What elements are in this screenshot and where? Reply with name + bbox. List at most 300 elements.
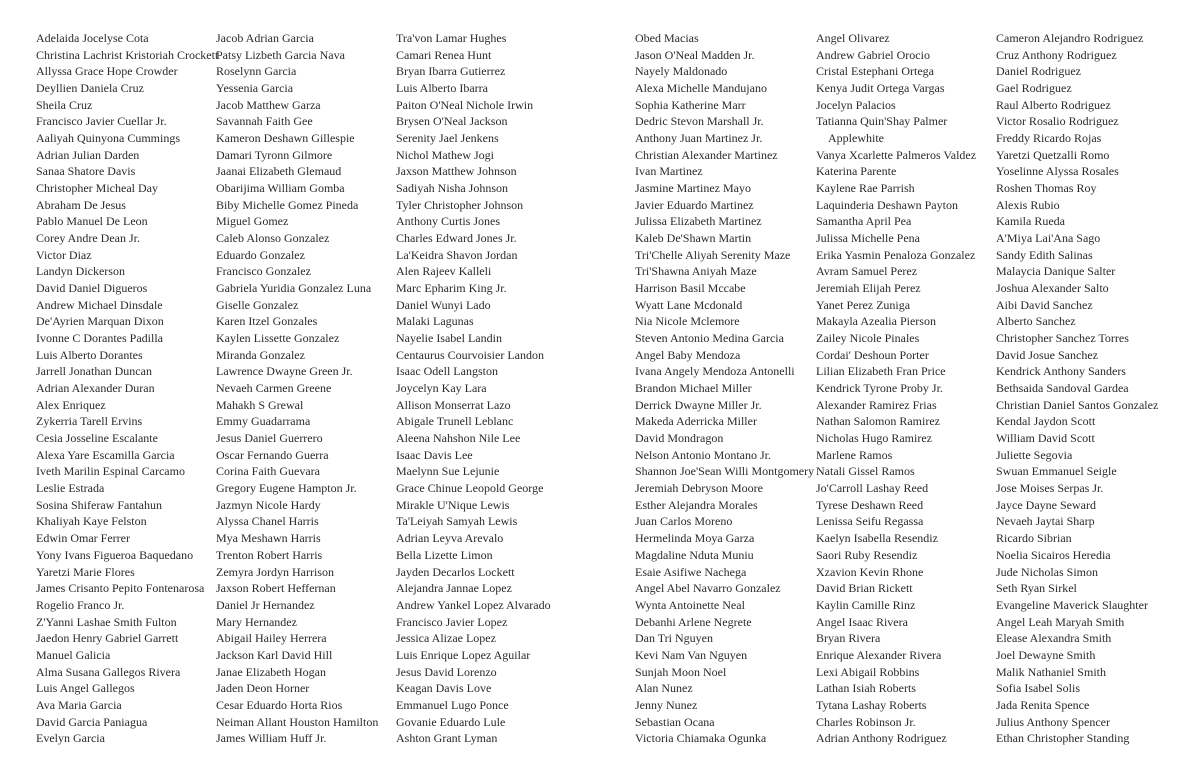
name-text: Aleena Nahshon Nile Lee [396, 431, 521, 446]
name-text: James Crisanto Pepito Fontenarosa [36, 581, 205, 596]
name-entry [216, 213, 378, 230]
name-entry [396, 163, 551, 180]
name-entry [816, 313, 976, 330]
name-text: Vanya Xcarlette Palmeros Valdez [816, 147, 977, 162]
name-entry [396, 213, 551, 230]
name-entry [816, 163, 976, 180]
name-entry [36, 380, 218, 397]
name-text: Daniel Rodriguez [996, 64, 1081, 79]
name-text: Caleb Alonso Gonzalez [216, 231, 330, 246]
name-entry [216, 380, 378, 397]
name-entry [816, 180, 976, 197]
name-entry [396, 714, 551, 731]
name-entry [996, 497, 1158, 514]
name-entry [816, 430, 976, 447]
name-text: Zykerria Tarell Ervins [36, 414, 143, 429]
name-text: Gabriela Yuridia Gonzalez Luna [216, 281, 372, 296]
name-entry [996, 447, 1158, 464]
name-text: Kendrick Anthony Sanders [996, 364, 1126, 379]
name-text: Ethan Christopher Standing [996, 731, 1130, 746]
name-entry [635, 680, 814, 697]
name-entry [635, 63, 814, 80]
name-entry [36, 363, 218, 380]
name-entry [396, 330, 551, 347]
name-entry [216, 30, 378, 47]
name-entry [36, 280, 218, 297]
name-text: Abigail Hailey Herrera [216, 631, 327, 646]
name-text: De'Ayrien Marquan Dixon [36, 314, 164, 329]
name-entry [996, 347, 1158, 364]
name-entry [36, 513, 218, 530]
name-text: Z'Yanni Lashae Smith Fulton [36, 614, 177, 629]
name-text: Tatianna Quin'Shay Palmer [816, 114, 948, 129]
name-text: Alexa Yare Escamilla Garcia [36, 447, 175, 462]
name-text: Iveth Marilin Espinal Carcamo [36, 464, 185, 479]
name-entry [635, 697, 814, 714]
name-entry [36, 213, 218, 230]
name-entry [996, 580, 1158, 597]
name-entry [216, 113, 378, 130]
name-text: Ta'Leiyah Samyah Lewis [396, 514, 518, 529]
name-text: Zemyra Jordyn Harrison [216, 564, 334, 579]
name-entry [396, 63, 551, 80]
name-entry [996, 230, 1158, 247]
name-entry [396, 180, 551, 197]
name-text: Anthony Curtis Jones [396, 214, 501, 229]
name-entry [635, 247, 814, 264]
name-text: David Brian Rickett [816, 581, 913, 596]
name-text: Pablo Manuel De Leon [36, 214, 148, 229]
name-text: Sanaa Shatore Davis [36, 164, 136, 179]
name-entry [816, 297, 976, 314]
name-entry [996, 330, 1158, 347]
name-entry [816, 363, 976, 380]
name-entry [635, 413, 814, 430]
name-text: Abraham De Jesus [36, 197, 126, 212]
name-entry [396, 380, 551, 397]
name-entry [816, 513, 976, 530]
name-entry [36, 263, 218, 280]
name-entry [996, 730, 1158, 747]
name-text: Allison Monserrat Lazo [396, 397, 511, 412]
name-text: Leslie Estrada [36, 481, 105, 496]
name-text: Adrian Anthony Rodriguez [816, 731, 947, 746]
name-text: Andrew Yankel Lopez Alvarado [396, 597, 551, 612]
name-text: Samantha April Pea [816, 214, 912, 229]
name-text: Mirakle U'Nique Lewis [396, 497, 510, 512]
name-entry [216, 80, 378, 97]
name-entry [816, 247, 976, 264]
name-entry [816, 680, 976, 697]
name-text: Emmy Guadarrama [216, 414, 311, 429]
name-text: Erika Yasmin Penaloza Gonzalez [816, 247, 976, 262]
name-text: Miranda Gonzalez [216, 347, 305, 362]
name-text: Ricardo Sibrian [996, 531, 1072, 546]
name-entry [816, 130, 976, 147]
name-text: Jaanai Elizabeth Glemaud [216, 164, 342, 179]
name-text: Nevaeh Jaytai Sharp [996, 514, 1095, 529]
name-text: Alejandra Jannae Lopez [396, 581, 512, 596]
name-entry [216, 647, 378, 664]
name-entry [816, 597, 976, 614]
name-text: Jacob Matthew Garza [216, 97, 321, 112]
name-entry [996, 630, 1158, 647]
name-text: Seth Ryan Sirkel [996, 581, 1077, 596]
name-text: Eduardo Gonzalez [216, 247, 305, 262]
name-text: Savannah Faith Gee [216, 114, 313, 129]
name-text: Mya Meshawn Harris [216, 531, 321, 546]
name-text: Laquinderia Deshawn Payton [816, 197, 958, 212]
name-entry [216, 363, 378, 380]
name-text: Lilian Elizabeth Fran Price [816, 364, 946, 379]
name-text: Jaden Deon Horner [216, 681, 310, 696]
name-entry [36, 680, 218, 697]
name-text: Yaretzi Quetzalli Romo [996, 147, 1110, 162]
name-text: Lawrence Dwayne Green Jr. [216, 364, 353, 379]
name-entry [216, 697, 378, 714]
name-text: La'Keidra Shavon Jordan [396, 247, 518, 262]
name-text: Roshen Thomas Roy [996, 181, 1097, 196]
name-text: Allyssa Grace Hope Crowder [36, 64, 178, 79]
name-text: Nayely Maldonado [635, 64, 728, 79]
name-text: Victor Diaz [36, 247, 92, 262]
name-text: Alyssa Chanel Harris [216, 514, 319, 529]
name-text: Jo'Carroll Lashay Reed [816, 481, 929, 496]
name-entry [816, 380, 976, 397]
name-entry [216, 564, 378, 581]
name-entry [816, 580, 976, 597]
name-text: Centaurus Courvoisier Landon [396, 347, 544, 362]
name-text: Shannon Joe'Sean Willi Montgomery [635, 464, 815, 479]
name-text: Karen Itzel Gonzales [216, 314, 318, 329]
name-text: Freddy Ricardo Rojas [996, 131, 1102, 146]
name-entry [635, 180, 814, 197]
name-text: Maelynn Sue Lejunie [396, 464, 500, 479]
name-text: Sunjah Moon Noel [635, 664, 727, 679]
name-entry [396, 647, 551, 664]
name-text: Tyler Christopher Johnson [396, 197, 524, 212]
name-entry [216, 263, 378, 280]
name-entry [396, 247, 551, 264]
name-text: Angel Abel Navarro Gonzalez [635, 581, 781, 596]
name-entry [36, 647, 218, 664]
name-text: Jada Renita Spence [996, 697, 1090, 712]
name-entry [216, 530, 378, 547]
name-column-4 [635, 30, 814, 747]
name-text: Xzavion Kevin Rhone [816, 564, 924, 579]
name-entry [816, 564, 976, 581]
name-entry [996, 247, 1158, 264]
name-text: Jocelyn Palacios [816, 97, 896, 112]
name-entry [635, 213, 814, 230]
name-entry [396, 397, 551, 414]
name-entry [396, 530, 551, 547]
name-entry [996, 197, 1158, 214]
name-text: Avram Samuel Perez [816, 264, 918, 279]
name-entry [635, 530, 814, 547]
name-text: Angel Baby Mendoza [635, 347, 741, 362]
name-text: Miguel Gomez [216, 214, 289, 229]
name-entry [635, 330, 814, 347]
name-text: Marlene Ramos [816, 447, 893, 462]
name-text: Jesus Daniel Guerrero [216, 431, 323, 446]
name-entry [36, 130, 218, 147]
name-entry [996, 680, 1158, 697]
name-entry [36, 447, 218, 464]
name-entry [635, 463, 814, 480]
name-text: Luis Angel Gallegos [36, 681, 135, 696]
name-text: Francisco Javier Cuellar Jr. [36, 114, 167, 129]
name-entry [216, 247, 378, 264]
name-text: Serenity Jael Jenkens [396, 131, 499, 146]
name-text: Yoselinne Alyssa Rosales [996, 164, 1119, 179]
name-entry [36, 47, 218, 64]
name-text: Jose Moises Serpas Jr. [996, 481, 1104, 496]
name-entry [996, 530, 1158, 547]
name-text: David Daniel Digueros [36, 281, 148, 296]
name-entry [396, 463, 551, 480]
name-entry [216, 447, 378, 464]
name-text: Kenya Judit Ortega Vargas [816, 81, 945, 96]
name-text: Sofia Isabel Solis [996, 681, 1080, 696]
name-text: Christian Alexander Martinez [635, 147, 778, 162]
name-entry [996, 280, 1158, 297]
name-entry [996, 463, 1158, 480]
name-text: Joycelyn Kay Lara [396, 381, 487, 396]
name-entry [816, 213, 976, 230]
name-entry [996, 380, 1158, 397]
name-entry [216, 313, 378, 330]
name-text: Wyatt Lane Mcdonald [635, 297, 743, 312]
name-text: Dedric Stevon Marshall Jr. [635, 114, 764, 129]
name-entry [36, 580, 218, 597]
name-text: Govanie Eduardo Lule [396, 714, 506, 729]
name-entry [216, 130, 378, 147]
name-text: Esaie Asifiwe Nachega [635, 564, 747, 579]
name-entry [996, 97, 1158, 114]
name-text: Elease Alexandra Smith [996, 631, 1112, 646]
name-entry [996, 614, 1158, 631]
name-entry [635, 513, 814, 530]
name-text: Yaretzi Marie Flores [36, 564, 135, 579]
name-entry [635, 30, 814, 47]
name-text: Makayla Azealia Pierson [816, 314, 936, 329]
name-entry [216, 430, 378, 447]
name-text: Corey Andre Dean Jr. [36, 231, 140, 246]
name-text: Camari Renea Hunt [396, 47, 492, 62]
name-entry [396, 697, 551, 714]
name-text: Juliette Segovia [996, 447, 1073, 462]
name-text: Alen Rajeev Kalleli [396, 264, 492, 279]
name-text: Victoria Chiamaka Ogunka [635, 731, 767, 746]
name-entry [635, 347, 814, 364]
name-entry [816, 330, 976, 347]
name-text: Andrew Gabriel Orocio [816, 47, 930, 62]
name-entry [635, 263, 814, 280]
name-entry [996, 147, 1158, 164]
name-text: Derrick Dwayne Miller Jr. [635, 397, 762, 412]
name-text: Obed Macias [635, 31, 699, 45]
name-text: Jayden Decarlos Lockett [396, 564, 515, 579]
name-text: Grace Chinue Leopold George [396, 481, 544, 496]
name-text: Harrison Basil Mccabe [635, 281, 746, 296]
name-text: Jayce Dayne Seward [996, 497, 1096, 512]
name-entry [635, 363, 814, 380]
name-entry [996, 397, 1158, 414]
name-entry [36, 147, 218, 164]
name-text: Mahakh S Grewal [216, 397, 304, 412]
name-entry [816, 280, 976, 297]
name-text: Isaac Odell Langston [396, 364, 498, 379]
name-text: Ivana Angely Mendoza Antonelli [635, 364, 795, 379]
name-entry [996, 363, 1158, 380]
name-text: Malik Nathaniel Smith [996, 664, 1106, 679]
name-text: Esther Alejandra Morales [635, 497, 758, 512]
name-text: Adrian Leyva Arevalo [396, 531, 504, 546]
name-entry [36, 463, 218, 480]
name-entry [216, 397, 378, 414]
name-text: Rogelio Franco Jr. [36, 597, 125, 612]
name-entry [635, 730, 814, 747]
name-entry [396, 30, 551, 47]
name-entry [36, 564, 218, 581]
name-entry [396, 430, 551, 447]
name-entry [635, 113, 814, 130]
name-entry [36, 247, 218, 264]
name-entry [816, 263, 976, 280]
name-text: Adrian Julian Darden [36, 147, 140, 162]
name-entry [996, 714, 1158, 731]
name-entry [635, 480, 814, 497]
name-text: Zailey Nicole Pinales [816, 331, 920, 346]
name-entry [36, 630, 218, 647]
name-text: Tri'Chelle Aliyah Serenity Maze [635, 247, 791, 262]
name-entry [396, 263, 551, 280]
name-entry [396, 580, 551, 597]
name-text: Hermelinda Moya Garza [635, 531, 755, 546]
name-text: Adelaida Jocelyse Cota [36, 31, 149, 45]
name-text: Cesar Eduardo Horta Rios [216, 697, 343, 712]
name-text: Sandy Edith Salinas [996, 247, 1093, 262]
name-text: Kamila Rueda [996, 214, 1065, 229]
name-text: Giselle Gonzalez [216, 297, 299, 312]
name-text: Bryan Ibarra Gutierrez [396, 64, 506, 79]
name-entry [816, 147, 976, 164]
name-text: Evangeline Maverick Slaughter [996, 597, 1148, 612]
name-column-6 [996, 30, 1158, 747]
name-text: Evelyn Garcia [36, 731, 105, 746]
name-entry [996, 547, 1158, 564]
name-text: Sebastian Ocana [635, 714, 715, 729]
name-entry [216, 347, 378, 364]
name-text: Jenny Nunez [635, 697, 698, 712]
name-entry [816, 714, 976, 731]
name-entry [816, 463, 976, 480]
name-entry [216, 630, 378, 647]
name-entry [635, 147, 814, 164]
name-entry [396, 197, 551, 214]
name-text: Joshua Alexander Salto [996, 281, 1109, 296]
name-entry [36, 413, 218, 430]
name-entry [996, 263, 1158, 280]
name-text: Kaleb De'Shawn Martin [635, 231, 752, 246]
name-text: Landyn Dickerson [36, 264, 125, 279]
name-text: Yony Ivans Figueroa Baquedano [36, 547, 194, 562]
name-text: Jaxson Matthew Johnson [396, 164, 517, 179]
name-text: Julissa Elizabeth Martinez [635, 214, 762, 229]
name-entry [996, 430, 1158, 447]
name-entry [816, 447, 976, 464]
name-text: Charles Edward Jones Jr. [396, 231, 517, 246]
name-text: Nevaeh Carmen Greene [216, 381, 332, 396]
name-text: Lathan Isiah Roberts [816, 681, 916, 696]
name-text: Saori Ruby Resendiz [816, 547, 918, 562]
name-text: Steven Antonio Medina Garcia [635, 331, 784, 346]
name-entry [36, 163, 218, 180]
name-text: Dan Tri Nguyen [635, 631, 714, 646]
name-text: Roselynn Garcia [216, 64, 297, 79]
name-entry [635, 297, 814, 314]
name-entry [396, 230, 551, 247]
name-entry [216, 614, 378, 631]
name-text: Jason O'Neal Madden Jr. [635, 47, 755, 62]
name-entry [816, 730, 976, 747]
name-entry [396, 564, 551, 581]
name-entry [635, 430, 814, 447]
name-entry [396, 480, 551, 497]
name-entry [216, 63, 378, 80]
name-column-5 [816, 30, 976, 747]
name-text: Charles Robinson Jr. [816, 714, 916, 729]
name-text: Yanet Perez Zuniga [816, 297, 911, 312]
name-text: Tri'Shawna Aniyah Maze [635, 264, 757, 279]
name-entry [36, 614, 218, 631]
name-entry [396, 147, 551, 164]
name-entry [36, 313, 218, 330]
name-entry [36, 97, 218, 114]
name-entry [816, 413, 976, 430]
name-entry [36, 197, 218, 214]
name-entry [216, 163, 378, 180]
name-entry [996, 163, 1158, 180]
name-entry [396, 297, 551, 314]
name-entry [996, 113, 1158, 130]
name-entry [635, 447, 814, 464]
name-text: Bryan Rivera [816, 631, 881, 646]
name-entry [216, 230, 378, 247]
name-text: Brysen O'Neal Jackson [396, 114, 508, 129]
name-text: Yessenia Garcia [216, 81, 294, 96]
name-entry [635, 614, 814, 631]
name-text: Luis Alberto Dorantes [36, 347, 143, 362]
name-text: Kendal Jaydon Scott [996, 414, 1096, 429]
name-text: Kaylin Camille Rinz [816, 597, 916, 612]
name-entry [216, 580, 378, 597]
name-text: Ivonne C Dorantes Padilla [36, 331, 163, 346]
name-text: Jeremiah Elijah Perez [816, 281, 921, 296]
name-entry [635, 564, 814, 581]
name-text: Marc Epharim King Jr. [396, 281, 507, 296]
name-entry [396, 664, 551, 681]
name-text: Cristal Estephani Ortega [816, 64, 934, 79]
name-text: Sophia Katherine Marr [635, 97, 746, 112]
name-entry [216, 714, 378, 731]
name-entry [36, 597, 218, 614]
name-entry [216, 513, 378, 530]
name-text: Victor Rosalio Rodriguez [996, 114, 1119, 129]
name-entry [816, 47, 976, 64]
name-entry [216, 597, 378, 614]
